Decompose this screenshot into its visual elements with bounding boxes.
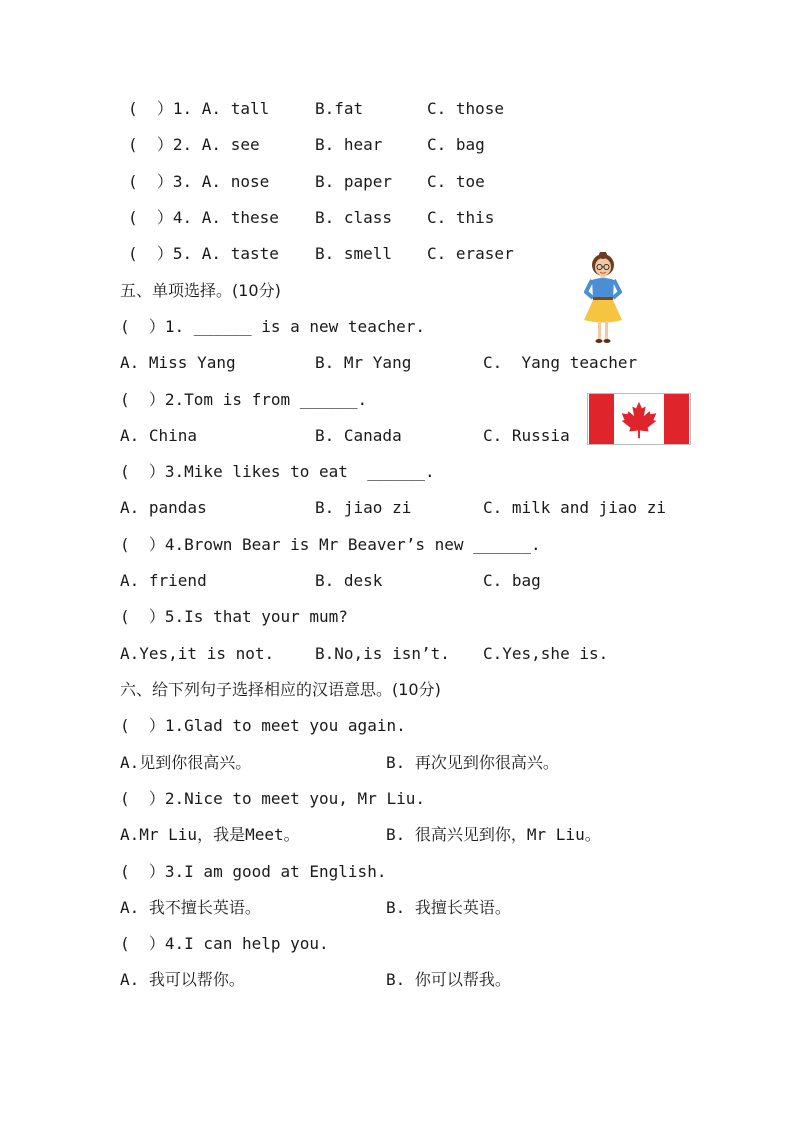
canada-flag-icon [587,393,691,445]
s5-q4-a: A. friend [120,571,207,590]
s4-item-3-c: C. toe [427,172,485,191]
s6-q2-options [120,823,601,847]
s5-q5-c: C.Yes,she is. [483,644,609,663]
s6-q2-a: A.Mr Liu，我是Meet。 [120,825,300,844]
s6-q2-b: B. 很高兴见到你，Mr Liu。 [386,825,601,844]
s6-q4-options [120,968,511,992]
s6-q1-options [120,751,559,775]
s5-q5-a: A.Yes,it is not. [120,644,275,663]
s6-q4-b: B. 你可以帮我。 [386,970,511,989]
s5-q3-options [120,496,667,520]
section6-title: 六、给下列句子选择相应的汉语意思。(10分) [120,680,441,699]
s4-item-4-c: C. this [427,208,495,227]
s4-item-4-a: ( ）4. A. these [128,208,279,227]
s5-q3-c: C. milk and jiao zi [483,498,667,517]
s4-item-2-c: C. bag [427,135,485,154]
s4-item-3-a: ( ）3. A. nose [128,172,270,191]
teacher-illustration-icon [578,252,628,348]
s5-q4-b: B. desk [315,571,383,590]
s5-q3-a: A. pandas [120,498,207,517]
s4-item-4-b: B. class [315,208,393,227]
s4-item-1-b: B.fat [315,99,364,118]
s5-q1-b: B. Mr Yang [315,353,412,372]
s6-q4: ( ）4.I can help you. [120,934,329,953]
s5-q4-c: C. bag [483,571,541,590]
s4-item-5-a: ( ）5. A. taste [128,244,279,263]
s5-q2-options [120,424,570,448]
s6-q4-a: A. 我可以帮你。 [120,970,245,989]
s5-q2-b: B. Canada [315,426,402,445]
s5-q1-options [120,351,638,375]
s5-q2: ( ）2.Tom is from ______. [120,390,368,409]
s6-q1-b: B. 再次见到你很高兴。 [386,753,559,772]
s5-q2-a: A. China [120,426,198,445]
s4-item-3 [120,170,485,194]
s6-q3-b: B. 我擅长英语。 [386,898,511,917]
s4-item-4 [120,206,495,230]
s5-q5-options [120,642,609,666]
s5-q1-a: A. Miss Yang [120,353,236,372]
s5-q1-c: C. Yang teacher [483,353,638,372]
s6-q2: ( ）2.Nice to meet you, Mr Liu. [120,789,425,808]
s4-item-1-a: ( ）1. A. tall [128,99,270,118]
s5-q4-options [120,569,541,593]
s6-q1: ( ）1.Glad to meet you again. [120,716,406,735]
s5-q4: ( ）4.Brown Bear is Mr Beaver’s new ______. [120,535,541,554]
s4-item-1 [120,97,505,121]
s4-item-5-c: C. eraser [427,244,514,263]
s5-q3: ( ）3.Mike likes to eat ______. [120,462,435,481]
s6-q3-options [120,896,511,920]
s4-item-5-b: B. smell [315,244,393,263]
section5-title: 五、单项选择。(10分) [120,281,281,300]
s4-item-3-b: B. paper [315,172,393,191]
s5-q2-c: C. Russia [483,426,570,445]
s6-q3: ( ）3.I am good at English. [120,862,387,881]
s5-q5: ( ）5.Is that your mum? [120,607,348,626]
s4-item-2-b: B. hear [315,135,383,154]
s5-q1: ( ）1. ______ is a new teacher. [120,317,425,336]
s4-item-2 [120,133,485,157]
s6-q1-a: A.见到你很高兴。 [120,753,252,772]
s6-q3-a: A. 我不擅长英语。 [120,898,261,917]
s4-item-1-c: C. those [427,99,505,118]
s5-q3-b: B. jiao zi [315,498,412,517]
s4-item-5 [120,242,514,266]
s5-q5-b: B.No,is isn’t. [315,644,450,663]
s4-item-2-a: ( ）2. A. see [128,135,260,154]
